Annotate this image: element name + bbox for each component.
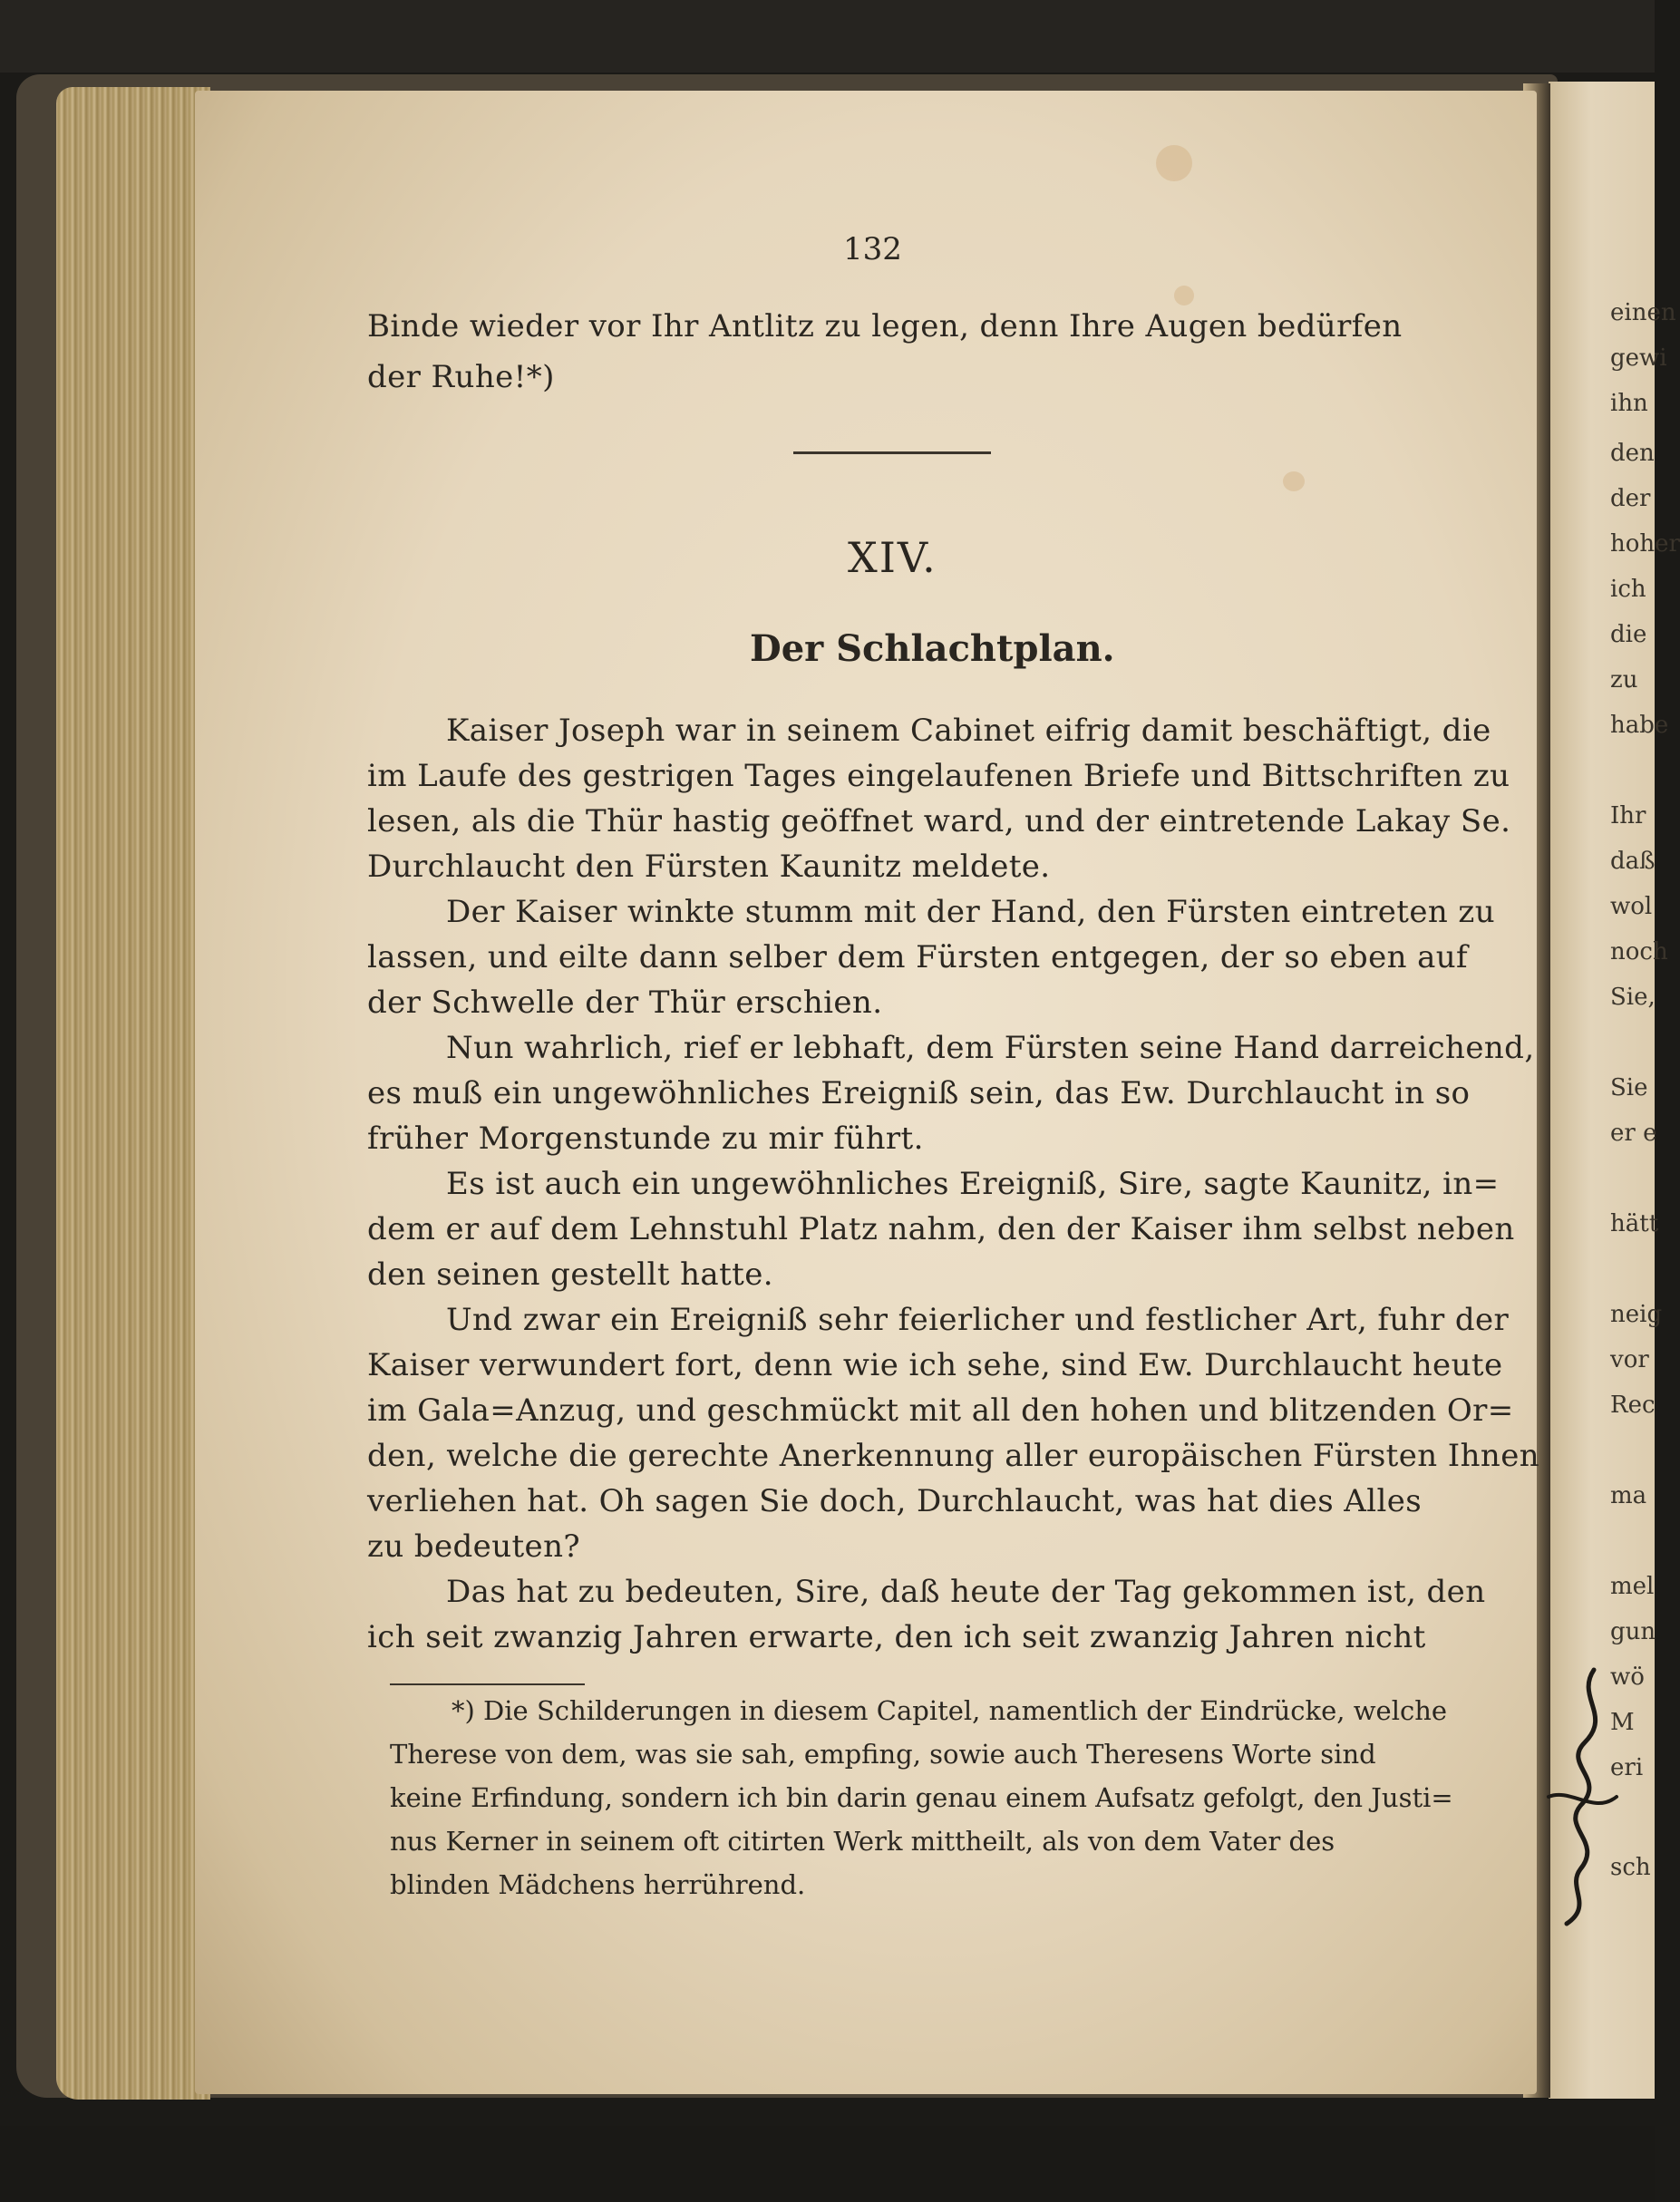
text-line: zu bedeuten? — [367, 1528, 580, 1565]
text-line: früher Morgenstunde zu mir führt. — [367, 1120, 924, 1157]
right-page-fragment: gewi — [1610, 344, 1667, 372]
right-page-fragment: der — [1610, 485, 1651, 512]
text-line: Binde wieder vor Ihr Antlitz zu legen, denn Ihre Augen bedürfen — [367, 308, 1403, 344]
section-rule — [793, 451, 991, 454]
right-page-fragment: die — [1610, 621, 1647, 648]
text-line: der Schwelle der Thür erschien. — [367, 985, 883, 1021]
right-page-fragment: neig — [1610, 1301, 1663, 1328]
text-line: lesen, als die Thür hastig geöffnet ward, und der eintretende Lakay Se. — [367, 803, 1511, 839]
text-line: Kaiser verwundert fort, denn wie ich sehe, sind Ew. Durchlaucht heute — [367, 1347, 1503, 1383]
right-page-fragment: mel — [1610, 1573, 1655, 1600]
right-page-fragment: Sie — [1610, 1074, 1648, 1101]
text-line: Kaiser Joseph war in seinem Cabinet eifrig damit beschäftigt, die — [446, 713, 1491, 749]
footnote-line: blinden Mädchens herrührend. — [390, 1869, 806, 1900]
text-line: Durchlaucht den Fürsten Kaunitz meldete. — [367, 849, 1051, 885]
right-page-fragment: er e — [1610, 1120, 1657, 1147]
text-line: Es ist auch ein ungewöhnliches Ereigniß, Sire, sagte Kaunitz, in= — [446, 1166, 1500, 1202]
page-block-edge — [56, 87, 210, 2100]
text-line: Das hat zu bedeuten, Sire, daß heute der Tag gekommen ist, den — [446, 1574, 1486, 1610]
right-page-fragment: Sie, — [1610, 984, 1656, 1011]
chapter-number: XIV. — [848, 533, 937, 582]
footnote-rule — [390, 1683, 585, 1685]
text-line: verliehen hat. Oh sagen Sie doch, Durchlaucht, was hat dies Alles — [367, 1483, 1423, 1519]
text-line: Und zwar ein Ereigniß sehr feierlicher und festlicher Art, fuhr der — [446, 1302, 1510, 1338]
stain — [1283, 471, 1305, 491]
text-line: es muß ein ungewöhnliches Ereigniß sein, das Ew. Durchlaucht in so — [367, 1075, 1471, 1111]
right-page-fragment: daß — [1610, 848, 1656, 875]
footnote-line: nus Kerner in seinem oft citirten Werk mittheilt, als von dem Vater des — [390, 1826, 1335, 1857]
text-line: im Laufe des gestrigen Tages eingelaufenen Briefe und Bittschriften zu — [367, 758, 1510, 794]
text-line: lassen, und eilte dann selber dem Fürsten entgegen, der so eben auf — [367, 939, 1469, 975]
right-page-fragment: ich — [1610, 576, 1646, 603]
right-page-fragment: eri — [1610, 1754, 1644, 1781]
right-page-fragment: M — [1610, 1709, 1635, 1736]
handwritten-annotation — [1530, 1661, 1630, 1933]
right-page-fragment: vor — [1610, 1346, 1649, 1373]
text-line: Der Kaiser winkte stumm mit der Hand, den Fürsten eintreten zu — [446, 894, 1496, 930]
background-bottom — [0, 2126, 1655, 2202]
chapter-title: Der Schlachtplan. — [750, 627, 1115, 670]
right-page-fragment: einen — [1610, 299, 1676, 326]
footnote-line: keine Erfindung, sondern ich bin darin genau einem Aufsatz gefolgt, den Justi= — [390, 1782, 1453, 1813]
text-line: im Gala=Anzug, und geschmückt mit all den hohen und blitzenden Or= — [367, 1392, 1514, 1429]
right-page-fragment: noch — [1610, 938, 1668, 965]
stain — [1174, 286, 1194, 306]
text-line: Nun wahrlich, rief er lebhaft, dem Fürsten seine Hand darreichend, — [446, 1030, 1535, 1066]
text-line: dem er auf dem Lehnstuhl Platz nahm, den der Kaiser ihm selbst neben — [367, 1211, 1515, 1247]
right-page-fragment: hoher — [1610, 530, 1680, 558]
right-page-fragment: zu — [1610, 666, 1638, 694]
right-page-fragment: den — [1610, 440, 1655, 467]
right-page-fragment: Rec — [1610, 1392, 1656, 1419]
right-page-fragment: sch — [1610, 1854, 1651, 1881]
page-number: 132 — [843, 231, 902, 267]
footnote-line: Therese von dem, was sie sah, empfing, sowie auch Theresens Worte sind — [390, 1739, 1376, 1770]
right-page-fragment: wol — [1610, 893, 1653, 920]
right-page-fragment: Ihr — [1610, 802, 1646, 829]
right-page-fragment: wö — [1610, 1664, 1645, 1691]
text-line: den seinen gestellt hatte. — [367, 1256, 773, 1293]
stain — [1156, 145, 1192, 181]
right-page-fragment: habe — [1610, 712, 1669, 739]
right-page-fragment: ihn — [1610, 390, 1648, 417]
footnote-line: *) Die Schilderungen in diesem Capitel, namentlich der Eindrücke, welche — [452, 1695, 1448, 1726]
background-top — [0, 0, 1655, 73]
text-line: der Ruhe!*) — [367, 359, 555, 395]
right-page-fragment: ma — [1610, 1482, 1647, 1509]
text-line: den, welche die gerechte Anerkennung aller europäischen Fürsten Ihnen — [367, 1438, 1540, 1474]
text-line: ich seit zwanzig Jahren erwarte, den ich seit zwanzig Jahren nicht — [367, 1619, 1426, 1655]
right-page-fragment: gun — [1610, 1618, 1656, 1645]
right-page-fragment: hätt — [1610, 1210, 1659, 1237]
